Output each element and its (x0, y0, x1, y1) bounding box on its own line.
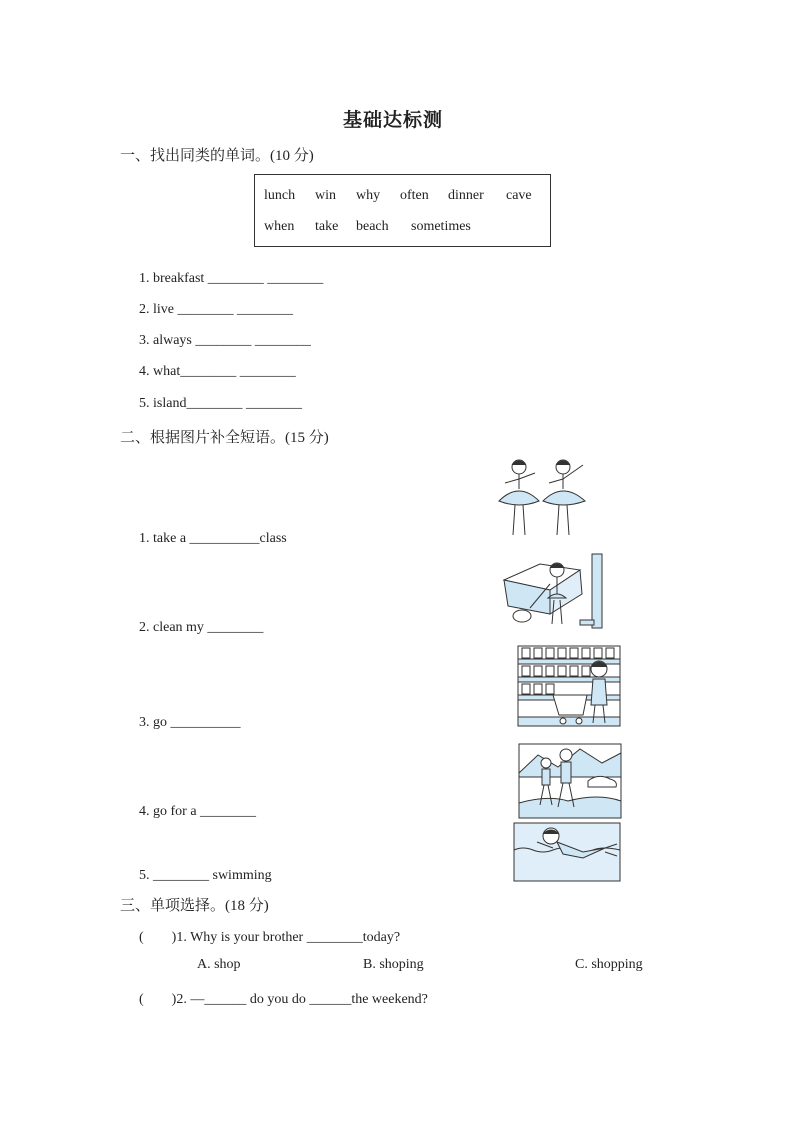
word-bank-word: dinner (448, 188, 484, 203)
word-bank-word: sometimes (411, 219, 471, 234)
section2-heading: 二、根据图片补全短语。(15 分) (120, 430, 329, 446)
s1-item-4: 4. what________ ________ (139, 364, 296, 379)
s2-item-2: 2. clean my ________ (139, 620, 264, 635)
walking-image (518, 743, 622, 819)
word-bank-word: why (356, 188, 381, 203)
section3-heading: 三、单项选择。(18 分) (120, 898, 269, 914)
word-bank-word: beach (356, 219, 389, 234)
swimming-image (513, 822, 621, 882)
s3-q1-option-a: A. shop (197, 957, 241, 972)
supermarket-image (517, 645, 621, 727)
s2-item-5: 5. ________ swimming (139, 868, 272, 883)
s1-item-1: 1. breakfast ________ ________ (139, 271, 324, 286)
word-bank-word: take (315, 219, 339, 234)
s3-q1-option-c: C. shopping (575, 957, 643, 972)
word-bank-word: win (315, 188, 336, 203)
s1-item-3: 3. always ________ ________ (139, 333, 311, 348)
word-bank-word: often (400, 188, 429, 203)
word-bank-box (254, 174, 551, 247)
s3-q1-option-b: B. shoping (363, 957, 424, 972)
s2-item-4: 4. go for a ________ (139, 804, 257, 819)
page-title: 基础达标测 (343, 110, 444, 131)
section1-heading: 一、找出同类的单词。(10 分) (120, 148, 314, 164)
word-bank-word: when (264, 219, 295, 234)
s2-item-3: 3. go __________ (139, 715, 241, 730)
vacuuming-image (500, 550, 605, 632)
s2-item-1: 1. take a __________class (139, 531, 287, 546)
word-bank-word: cave (506, 188, 532, 203)
s3-question-2: ( )2. —______ do you do ______the weekend? (139, 992, 428, 1007)
s1-item-5: 5. island________ ________ (139, 396, 302, 411)
s3-question-1: ( )1. Why is your brother ________today? (139, 930, 401, 945)
s1-item-2: 2. live ________ ________ (139, 302, 293, 317)
ballet-dancers-image (495, 455, 591, 543)
word-bank-word: lunch (264, 188, 296, 203)
